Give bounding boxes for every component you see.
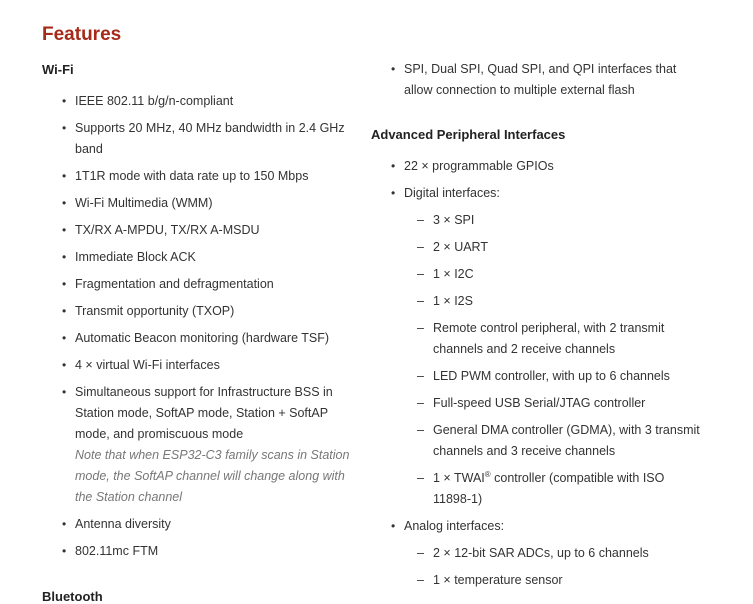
bullet-icon: •: [62, 277, 67, 291]
list-item: • 22 × programmable GPIOs: [404, 156, 701, 177]
list-item: • 1T1R mode with data rate up to 150 Mbps: [75, 166, 352, 187]
dash-icon: –: [417, 423, 424, 437]
dash-icon: –: [417, 546, 424, 560]
sub-list-item: – 1 × I2C: [433, 264, 701, 285]
bullet-icon: •: [62, 331, 67, 345]
flash-list: [391, 59, 701, 101]
peripherals-list: [391, 156, 701, 591]
bullet-icon: •: [62, 223, 67, 237]
dash-icon: –: [417, 213, 424, 227]
sub-list-item: – 1 × TWAI® controller (compatible with ISO 11898-1): [417, 469, 665, 506]
wifi-heading: Wi-Fi: [42, 62, 74, 77]
wifi-list: [62, 91, 352, 562]
bluetooth-heading: Bluetooth: [42, 589, 103, 604]
bullet-icon: •: [391, 519, 396, 533]
left-column: [42, 62, 352, 568]
sub-list-item: – 1 × I2S: [433, 291, 701, 312]
list-item: • Digital interfaces: – 3 × SPI – 2 × UART – 1 × I2C – 1 × I2S – Remote control peripheral, with 2 transmit channels and 2 receive channels – LED PWM controller, with up to 6 channels – Full-speed USB Serial/JTAG controller – General DMA controller (GDMA), with 3 transmit channels and 3 receive channels – 1 × TWAI® controller (compatible with ISO 11898-1): [404, 183, 701, 510]
list-item: • Analog interfaces: – 2 × 12-bit SAR ADCs, up to 6 channels – 1 × temperature sensor: [404, 516, 701, 591]
dash-icon: –: [417, 240, 424, 254]
digital-interfaces-list: [417, 210, 701, 510]
list-item: • 802.11mc FTM: [75, 541, 352, 562]
bullet-icon: •: [62, 196, 67, 210]
peripherals-heading: Advanced Peripheral Interfaces: [371, 127, 566, 142]
dash-icon: –: [417, 471, 424, 485]
sub-list-item: – LED PWM controller, with up to 6 channels: [433, 366, 701, 387]
page-title: Features: [42, 24, 122, 45]
sub-list-item: – Full-speed USB Serial/JTAG controller: [433, 393, 701, 414]
list-item: • TX/RX A-MPDU, TX/RX A-MSDU: [75, 220, 352, 241]
list-item: • Fragmentation and defragmentation: [75, 274, 352, 295]
wifi-note: Note that when ESP32-C3 family scans in Station mode, the SoftAP channel will change along with the Station channel: [75, 448, 350, 504]
dash-icon: –: [417, 321, 424, 335]
bullet-icon: •: [62, 358, 67, 372]
dash-icon: –: [417, 396, 424, 410]
bullet-icon: •: [391, 159, 396, 173]
right-column: [371, 59, 701, 597]
bullet-icon: •: [62, 385, 67, 399]
list-item: • IEEE 802.11 b/g/n-compliant: [75, 91, 352, 112]
list-item: • Wi-Fi Multimedia (WMM): [75, 193, 352, 214]
analog-interfaces-list: [417, 543, 701, 591]
bullet-icon: •: [62, 94, 67, 108]
list-item: • Supports 20 MHz, 40 MHz bandwidth in 2.4 GHz band: [75, 118, 352, 160]
list-item: • 4 × virtual Wi-Fi interfaces: [75, 355, 352, 376]
sub-list-item: – 2 × UART: [433, 237, 701, 258]
list-item: • Transmit opportunity (TXOP): [75, 301, 352, 322]
bullet-icon: •: [391, 62, 396, 76]
list-item: • Simultaneous support for Infrastructure BSS in Station mode, SoftAP mode, Station + SoftAP mode, and promiscuous mode Note that when ESP32-C3 family scans in Station mode, the SoftAP channel will change along with the Station channel: [75, 382, 352, 508]
sub-list-item: – Remote control peripheral, with 2 transmit channels and 2 receive channels: [433, 318, 701, 360]
dash-icon: –: [417, 294, 424, 308]
dash-icon: –: [417, 267, 424, 281]
bullet-icon: •: [62, 304, 67, 318]
sub-list-item: – General DMA controller (GDMA), with 3 transmit channels and 3 receive channels: [433, 420, 701, 462]
dash-icon: –: [417, 369, 424, 383]
list-item: • Antenna diversity: [75, 514, 352, 535]
dash-icon: –: [417, 573, 424, 587]
bullet-icon: •: [391, 186, 396, 200]
bullet-icon: •: [62, 169, 67, 183]
sub-list-item: – 3 × SPI: [433, 210, 701, 231]
sub-list-item: – 2 × 12-bit SAR ADCs, up to 6 channels: [433, 543, 701, 564]
bullet-icon: •: [62, 121, 67, 135]
sub-list-item: – 1 × temperature sensor: [433, 570, 701, 591]
bullet-icon: •: [62, 250, 67, 264]
list-item: • Immediate Block ACK: [75, 247, 352, 268]
bullet-icon: •: [62, 544, 67, 558]
bullet-icon: •: [62, 517, 67, 531]
list-item: • Automatic Beacon monitoring (hardware TSF): [75, 328, 352, 349]
list-item: • SPI, Dual SPI, Quad SPI, and QPI interfaces that allow connection to multiple external flash: [404, 59, 701, 101]
